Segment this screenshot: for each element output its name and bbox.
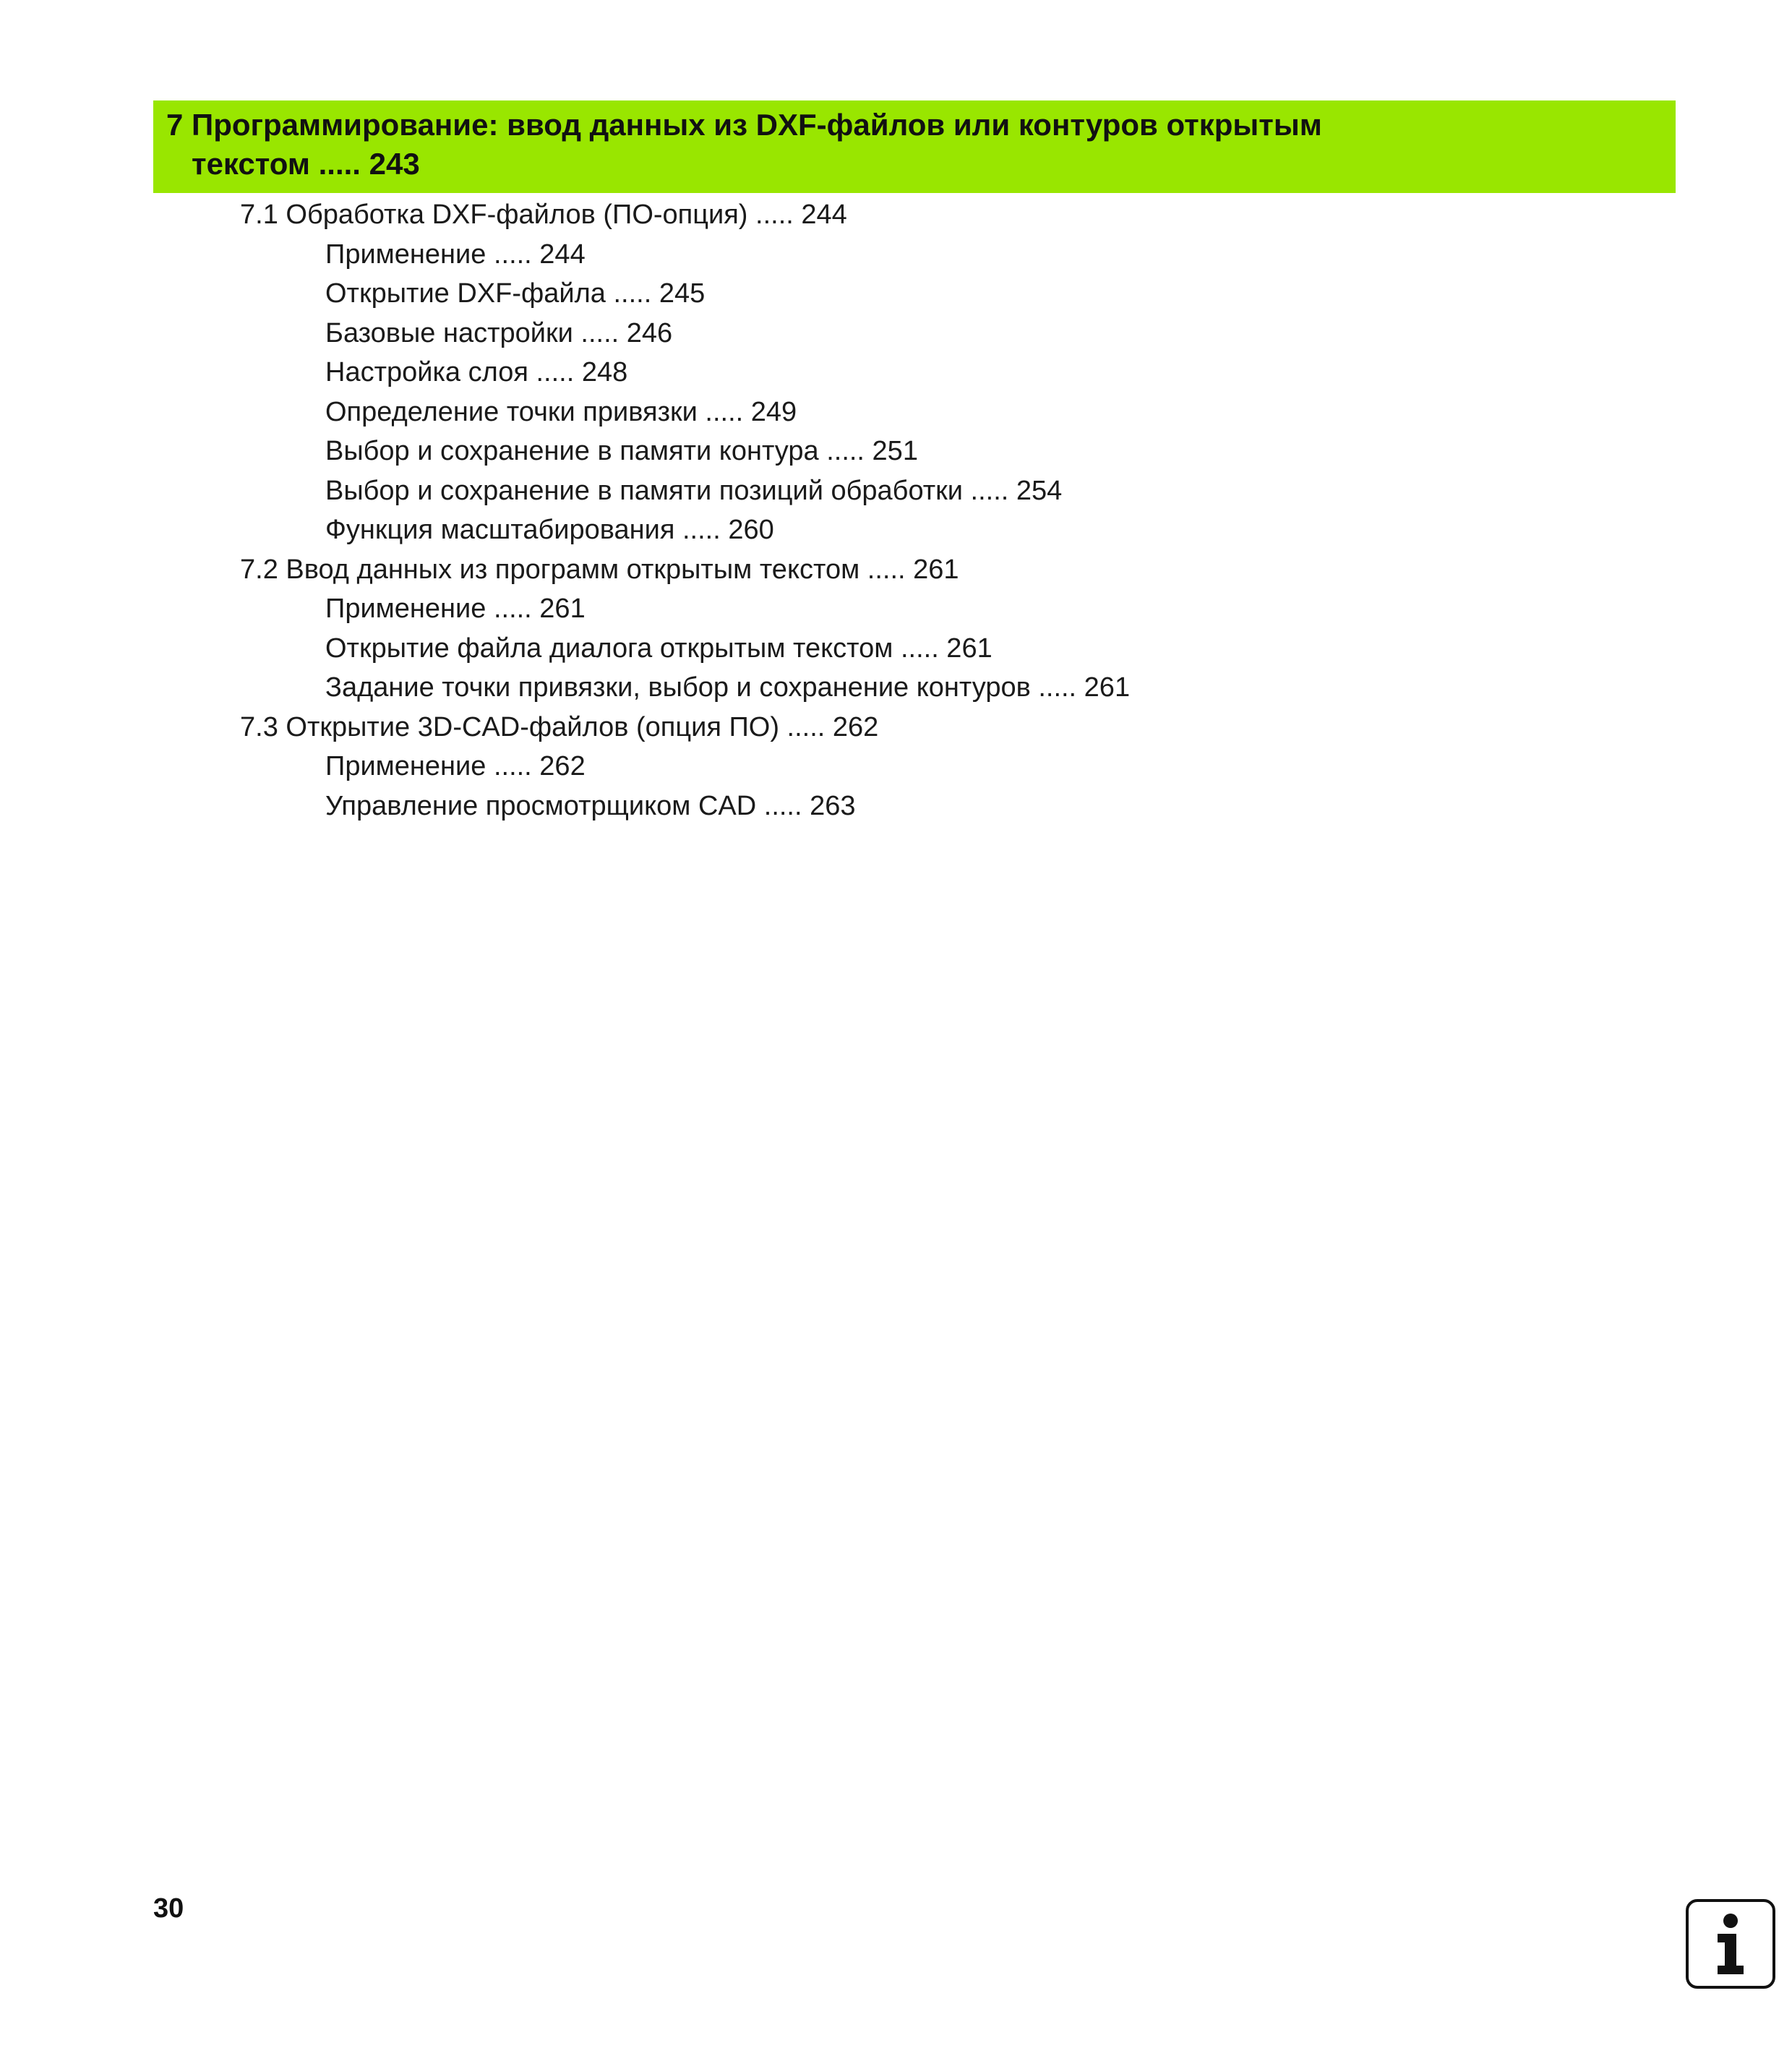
toc-subsection-entry[interactable]: Управление просмотрщиком CAD ..... 263 — [325, 790, 856, 821]
toc-subsection-entry[interactable]: Определение точки привязки ..... 249 — [325, 396, 797, 427]
table-of-contents — [0, 195, 1792, 826]
toc-subsection-entry[interactable]: Открытие DXF-файла ..... 245 — [325, 278, 706, 309]
toc-subsection-entry[interactable]: Выбор и сохранение в памяти позиций обработки ..... 254 — [325, 475, 1063, 506]
toc-subsection-entry[interactable]: Настройка слоя ..... 248 — [325, 357, 628, 387]
toc-subsection-entry[interactable]: Выбор и сохранение в памяти контура ..... 251 — [325, 436, 918, 466]
toc-section-entry[interactable]: 7.1 Обработка DXF-файлов (ПО-опция) ..... 244 — [240, 200, 847, 230]
chapter-title[interactable] — [166, 106, 1655, 184]
toc-subsection-entry[interactable]: Применение ..... 244 — [325, 239, 586, 270]
toc-section-entry[interactable]: 7.2 Ввод данных из программ открытым текстом ..... 261 — [240, 554, 959, 585]
toc-subsection-entry[interactable]: Применение ..... 261 — [325, 594, 586, 624]
toc-subsection-entry[interactable]: Открытие файла диалога открытым текстом ..... 261 — [325, 633, 993, 664]
toc-subsection-entry[interactable]: Применение ..... 262 — [325, 751, 586, 781]
toc-subsection-entry[interactable]: Функция масштабирования ..... 260 — [325, 515, 774, 545]
chapter-title-line-1: 7 Программирование: ввод данных из DXF-файлов или контуров открытым — [166, 108, 1322, 142]
page-number: 30 — [153, 1893, 184, 1924]
chapter-title-line-2: текстом ..... 243 — [192, 147, 420, 181]
info-icon-glyph — [1689, 1902, 1772, 1986]
toc-subsection-entry[interactable]: Базовые настройки ..... 246 — [325, 317, 673, 348]
info-icon — [1686, 1899, 1775, 1989]
toc-section-entry[interactable]: 7.3 Открытие 3D-CAD-файлов (опция ПО) ..... 262 — [240, 711, 879, 742]
toc-subsection-entry[interactable]: Задание точки привязки, выбор и сохранение контуров ..... 261 — [325, 672, 1131, 703]
